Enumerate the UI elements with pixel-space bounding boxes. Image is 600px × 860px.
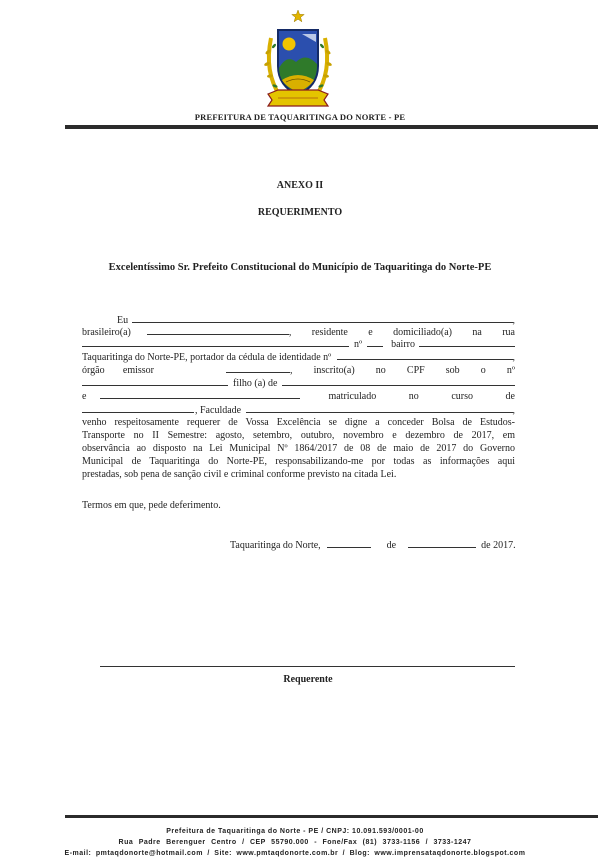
issuer-blank: [226, 364, 290, 373]
annex-label: ANEXO II: [276, 180, 324, 191]
month-blank: [408, 539, 476, 548]
document-title: REQUERIMENTO: [257, 207, 343, 218]
name-label: Eu: [117, 315, 129, 326]
college-end: ,: [512, 405, 515, 416]
form-line-identity: [82, 351, 515, 363]
parent-blank: [282, 377, 515, 386]
name-end: ,: [512, 315, 515, 326]
issuer-label: órgão emissor: [82, 365, 154, 376]
course-blank: [82, 404, 194, 413]
number-label: nº: [354, 339, 363, 350]
course-text: matriculado no curso de: [328, 391, 515, 402]
nationality-blank: [147, 326, 289, 335]
star-icon: [292, 10, 304, 22]
place-label: Taquaritinga do Norte,: [230, 540, 321, 551]
nationality-label: brasileiro(a): [82, 327, 131, 338]
parent-label: filho (a) de: [233, 378, 278, 389]
form-line-issuer: [82, 364, 515, 376]
of-label: de: [386, 540, 397, 551]
header-rule: [65, 125, 598, 129]
form-line-address: [82, 338, 515, 350]
day-blank: [327, 539, 371, 548]
college-blank: [246, 404, 512, 413]
year-label: de 2017.: [481, 540, 516, 551]
salutation: Excelentíssimo Sr. Prefeito Constitucional do Município de Taquaritinga do Norte-PE: [108, 262, 492, 273]
district-label: bairro: [391, 339, 415, 350]
footer-contacts: E-mail: pmtaqdonorte@hotmail.com / Site: www.pmtaqdonorte.com.br / Blog: www.imprensataqdonorte.blogspot.com: [64, 850, 526, 857]
street-blank: [82, 338, 349, 347]
closing-text: Termos em que, pede deferimento.: [82, 500, 221, 511]
form-line-course: [82, 390, 515, 402]
cpf-text: , inscrito(a) no CPF sob o nº: [290, 365, 515, 376]
name-blank: [132, 314, 512, 323]
footer-address: Rua Padre Berenguer Centro / CEP 55790.000 - Fone/Fax (81) 3733-1156 / 3733-1247: [118, 839, 472, 846]
body-line: Municipal de Taquaritinga do Norte-PE, responsabilizando-me por todas as informações aqui: [82, 456, 515, 467]
institution-name: PREFEITURA DE TAQUARITINGA DO NORTE - PE: [194, 112, 406, 122]
footer-cnpj: Prefeitura de Taquaritinga do Norte - PE / CNPJ: 10.091.593/0001-00: [166, 828, 424, 835]
body-line: prestadas, sob pena de sanção civil e criminal conforme previsto na citada Lei.: [82, 469, 397, 480]
identity-blank: [337, 351, 512, 360]
municipal-coat-of-arms-icon: [258, 8, 338, 110]
signature-line: [100, 666, 515, 667]
body-line: observância ao disposto na Lei Municipal Nº 1864/2017 de 08 de maio de 2017 do Governo: [82, 443, 515, 454]
cpf-blank: [82, 377, 228, 386]
signature-label: Requerente: [283, 674, 333, 685]
footer-rule: [65, 815, 598, 818]
second-parent-blank: [100, 390, 300, 399]
and-label: e: [82, 391, 87, 402]
form-line-nationality: [82, 326, 515, 338]
identity-end: ,: [512, 352, 515, 363]
identity-label: Taquaritinga do Norte-PE, portador da cédula de identidade nº: [82, 352, 332, 363]
number-blank: [367, 338, 383, 347]
residence-text: , residente e domiciliado(a) na rua: [288, 327, 515, 338]
form-line-parents: [82, 377, 515, 389]
form-line-college: [82, 404, 515, 416]
date-line: [230, 539, 516, 551]
body-line: venho respeitosamente requerer de Vossa Excelência se digne a conceder Bolsa de Estudos-: [82, 417, 515, 428]
college-label: , Faculdade: [195, 405, 242, 416]
form-line-name: [82, 314, 515, 326]
body-line: Transporte no II Semestre: agosto, setembro, outubro, novembro e dezembro de 2017, em: [82, 430, 515, 441]
district-blank: [419, 338, 515, 347]
